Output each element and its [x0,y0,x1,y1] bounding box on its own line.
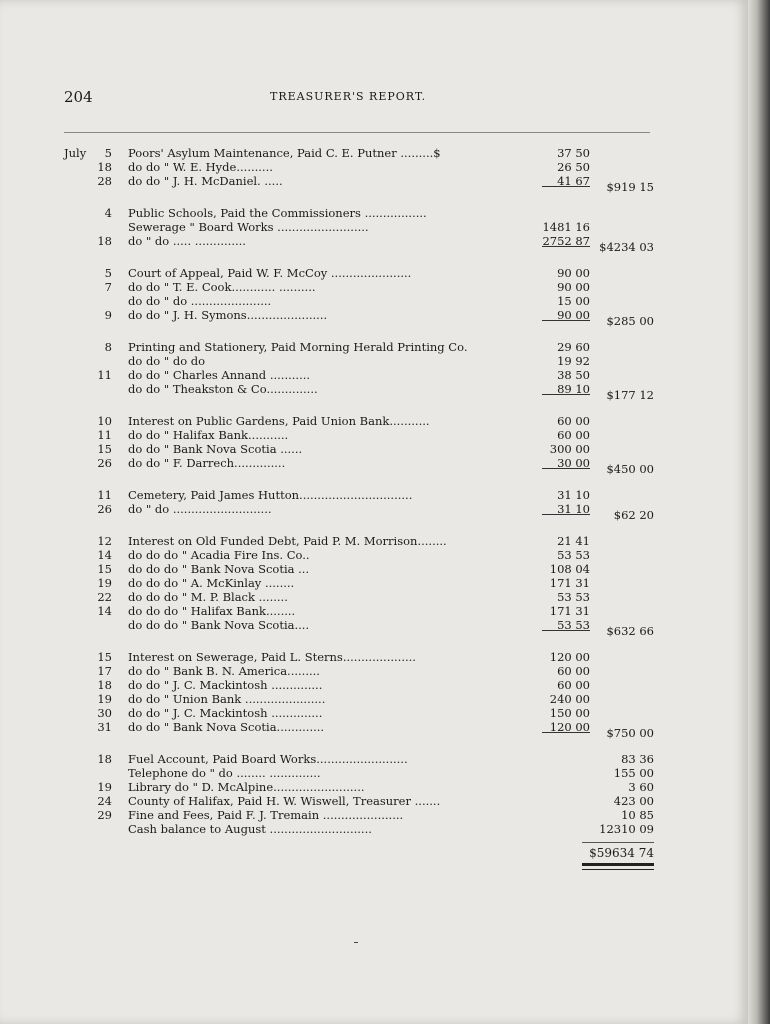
entry-description: do do " Bank B. N. America......... [128,664,320,678]
section-total: $919 15 [606,180,654,194]
section-total: $177 12 [606,388,654,402]
entry-amount: 19 92 [557,354,590,368]
entry-description: Court of Appeal, Paid W. F. McCoy ...................... [128,266,412,280]
ledger-row [0,706,748,720]
entry-description: County of Halifax, Paid H. W. Wiswell, Treasurer ....... [128,794,441,808]
ledger-row [0,414,748,428]
ledger-row [0,428,748,442]
ledger-row [0,354,748,368]
section-total: $632 66 [606,624,654,638]
ledger-row [0,442,748,456]
subtotal-rule [542,186,590,187]
subtotal-rule [542,246,590,247]
entry-day: 15 [97,442,112,456]
page-number: 204 [64,88,93,106]
section-total: $285 00 [606,314,654,328]
entry-day: 19 [97,576,112,590]
entry-description: Cash balance to August ............................ [128,822,372,836]
entry-day: 29 [97,808,112,822]
ledger-row [0,548,748,562]
entry-description: Printing and Stationery, Paid Morning Herald Printing Co. [128,340,468,354]
entry-day: 14 [97,604,112,618]
entry-description: do do " Bank Nova Scotia............. [128,720,325,734]
subtotal-rule [542,514,590,515]
entry-description: do do " Halifax Bank........... [128,428,289,442]
entry-description: Interest on Old Funded Debt, Paid P. M. Morrison........ [128,534,447,548]
entry-day: 11 [97,428,112,442]
ledger-row [0,650,748,664]
entry-amount: 26 50 [557,160,590,174]
entry-day: 18 [97,234,112,248]
entry-day: 8 [104,340,112,354]
entry-amount: 120 00 [549,650,590,664]
entry-description: do " do ..... .............. [128,234,246,248]
entry-day: 26 [97,502,112,516]
entry-total: 10 85 [621,808,654,822]
ledger-row [0,488,748,502]
entry-description: Poors' Asylum Maintenance, Paid C. E. Putner .........$ [128,146,441,160]
entry-total: 12310 09 [599,822,654,836]
subtotal-rule [542,394,590,395]
ledger-row [0,780,748,794]
entry-day: 15 [97,650,112,664]
page-header [64,88,664,108]
entry-day: 15 [97,562,112,576]
page-title: TREASURER'S REPORT. [270,90,427,103]
entry-amount: 60 00 [557,428,590,442]
entry-day: 19 [97,780,112,794]
entry-day: 17 [97,664,112,678]
entry-description: Public Schools, Paid the Commissioners ................. [128,206,427,220]
entry-amount: 2752 87 [542,234,590,248]
entry-day: 24 [97,794,112,808]
entry-description: do do " Bank Nova Scotia ...... [128,442,303,456]
entry-description: do do " J. H. McDaniel. ..... [128,174,283,188]
entry-amount: 37 50 [557,146,590,160]
grand-total-block [0,836,748,876]
section-total: $62 20 [613,508,654,522]
entry-day: 28 [97,174,112,188]
entry-day: 9 [104,308,112,322]
entry-day: 12 [97,534,112,548]
section-total: $450 00 [606,462,654,476]
entry-description: do do do " Bank Nova Scotia.... [128,618,310,632]
entry-day: 5 [104,146,112,160]
entry-amount: 90 00 [557,308,590,322]
ledger-row [0,576,748,590]
page-mark [354,942,358,943]
entry-description: do do " T. E. Cook............ .......... [128,280,316,294]
subtotal-rule [542,320,590,321]
entry-amount: 89 10 [557,382,590,396]
entry-amount: 53 53 [557,590,590,604]
entry-description: Sewerage " Board Works ......................... [128,220,369,234]
entry-amount: 31 10 [557,488,590,502]
ledger-row [0,562,748,576]
entry-amount: 90 00 [557,266,590,280]
entry-total: 3 60 [628,780,654,794]
ledger-row [0,766,748,780]
entry-description: do do do " M. P. Black ........ [128,590,288,604]
entry-amount: 240 00 [549,692,590,706]
entry-amount: 30 00 [557,456,590,470]
entry-day: 22 [97,590,112,604]
ledger-row [0,146,748,160]
entry-amount: 90 00 [557,280,590,294]
entry-amount: 53 53 [557,548,590,562]
entry-day: 18 [97,160,112,174]
entry-total: 423 00 [613,794,654,808]
entry-amount: 60 00 [557,414,590,428]
entry-amount: 120 00 [549,720,590,734]
entry-amount: 60 00 [557,664,590,678]
grand-total-top-rule [582,842,654,843]
entry-description: do do " J. H. Symons...................... [128,308,328,322]
entry-amount: 38 50 [557,368,590,382]
book-edge [748,0,770,1024]
ledger-row [0,160,748,174]
entry-day: 30 [97,706,112,720]
ledger-row [0,822,748,836]
entry-amount: 21 41 [557,534,590,548]
entry-amount: 53 53 [557,618,590,632]
ledger-row [0,368,748,382]
entry-description: do do " F. Darrech.............. [128,456,286,470]
ledger-row [0,534,748,548]
entry-description: Telephone do " do ........ .............. [128,766,321,780]
entry-description: Interest on Sewerage, Paid L. Sterns.................... [128,650,416,664]
entry-amount: 300 00 [549,442,590,456]
entry-description: Cemetery, Paid James Hutton............................... [128,488,413,502]
entry-amount: 171 31 [549,576,590,590]
entry-description: do do " do do [128,354,206,368]
entry-amount: 60 00 [557,678,590,692]
entry-month: July [64,146,87,160]
ledger-row [0,678,748,692]
entry-day: 11 [97,368,112,382]
ledger-row [0,794,748,808]
entry-amount: 108 04 [549,562,590,576]
entry-day: 10 [97,414,112,428]
entry-description: do do " W. E. Hyde.......... [128,160,273,174]
header-rule [64,132,650,133]
entry-amount: 41 67 [557,174,590,188]
entry-description: do do " J. C. Mackintosh .............. [128,678,323,692]
entry-description: do do " Theakston & Co.............. [128,382,318,396]
entry-description: do do do " A. McKinlay ........ [128,576,295,590]
entry-amount: 1481 16 [542,220,590,234]
entry-day: 31 [97,720,112,734]
entry-day: 11 [97,488,112,502]
ledger-row [0,280,748,294]
entry-amount: 29 60 [557,340,590,354]
entry-day: 7 [104,280,112,294]
ledger-row [0,752,748,766]
entry-description: do do " Charles Annand ........... [128,368,311,382]
subtotal-rule [542,468,590,469]
ledger-row [0,340,748,354]
entry-amount: 150 00 [549,706,590,720]
ledger-table [0,146,748,876]
entry-total: 83 36 [621,752,654,766]
ledger-row [0,692,748,706]
entry-description: do do do " Halifax Bank........ [128,604,296,618]
ledger-row [0,604,748,618]
ledger-row [0,220,748,234]
entry-day: 26 [97,456,112,470]
entry-description: Library do " D. McAlpine......................... [128,780,365,794]
ledger-row [0,664,748,678]
entry-day: 4 [104,206,112,220]
section-total: $750 00 [606,726,654,740]
ledger-row [0,294,748,308]
subtotal-rule [542,732,590,733]
entry-description: do do do " Acadia Fire Ins. Co.. [128,548,310,562]
entry-description: do " do ........................... [128,502,272,516]
entry-description: do do " Union Bank ...................... [128,692,326,706]
entry-description: do do " do ...................... [128,294,272,308]
ledger-row [0,590,748,604]
grand-total: $59634 74 [589,846,654,860]
entry-day: 14 [97,548,112,562]
grand-total-double-rule-2 [582,869,654,870]
entry-day: 18 [97,678,112,692]
entry-day: 5 [104,266,112,280]
entry-amount: 171 31 [549,604,590,618]
entry-amount: 15 00 [557,294,590,308]
ledger-row [0,206,748,220]
entry-total: 155 00 [613,766,654,780]
entry-description: Interest on Public Gardens, Paid Union Bank........... [128,414,430,428]
grand-total-double-rule [582,863,654,866]
entry-description: Fuel Account, Paid Board Works......................... [128,752,408,766]
entry-day: 19 [97,692,112,706]
entry-description: Fine and Fees, Paid F. J. Tremain ...................... [128,808,404,822]
entry-amount: 31 10 [557,502,590,516]
subtotal-rule [542,630,590,631]
entry-day: 18 [97,752,112,766]
section-total: $4234 03 [599,240,654,254]
entry-description: do do do " Bank Nova Scotia ... [128,562,310,576]
entry-description: do do " J. C. Mackintosh .............. [128,706,323,720]
ledger-row [0,808,748,822]
ledger-row [0,266,748,280]
